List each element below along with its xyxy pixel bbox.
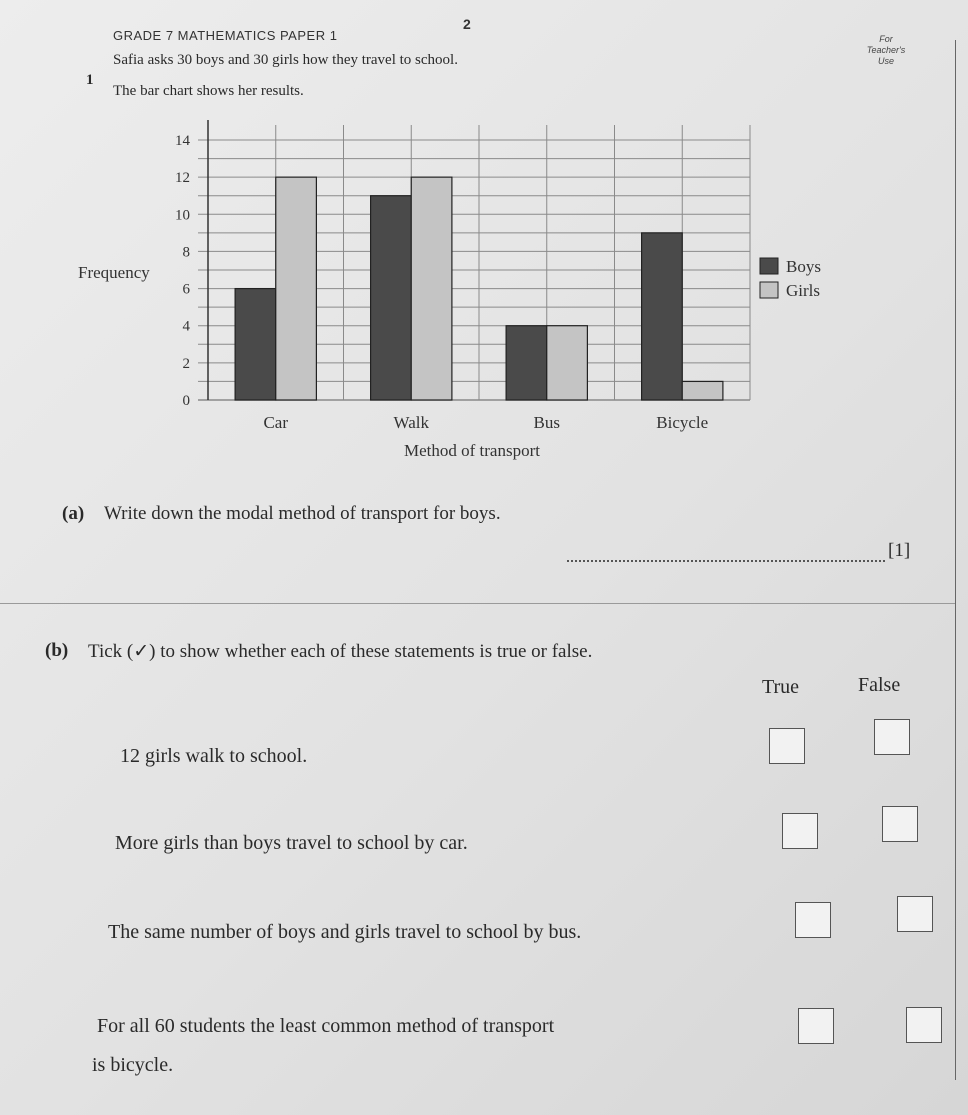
y-tick-label: 6 — [182, 281, 190, 298]
bar-girls-bicycle — [682, 381, 723, 400]
part-a-answer-line[interactable] — [567, 560, 885, 562]
x-tick-label: Car — [263, 413, 289, 432]
bar-girls-bus — [547, 326, 588, 400]
y-tick-label: 4 — [182, 318, 190, 335]
bar-girls-car — [276, 177, 317, 400]
statement-2-false-checkbox[interactable] — [882, 806, 918, 842]
statement-4-line-1: For all 60 students the least common method of transport — [97, 1015, 555, 1037]
bar-boys-car — [235, 289, 276, 400]
column-true: True — [762, 676, 800, 698]
y-tick-label: 0 — [182, 393, 190, 409]
y-tick-label: 8 — [182, 244, 190, 261]
teacher-use-line-2: Teacher's — [866, 45, 906, 55]
y-axis-label: Frequency — [78, 263, 150, 282]
x-tick-label: Bus — [533, 413, 560, 432]
statement-1: 12 girls walk to school. — [120, 745, 308, 767]
statement-4-false-checkbox[interactable] — [906, 1007, 942, 1043]
statement-2-true-checkbox[interactable] — [782, 813, 818, 849]
teacher-use-line-1: For — [879, 34, 893, 44]
chart-legend — [760, 257, 821, 300]
column-false: False — [858, 674, 901, 696]
statement-4-true-checkbox[interactable] — [798, 1008, 834, 1044]
chart-x-ticks — [263, 413, 708, 432]
statement-1-true-checkbox[interactable] — [769, 728, 805, 764]
bar-boys-walk — [371, 196, 412, 400]
y-tick-label: 2 — [182, 355, 190, 372]
teacher-use-line-3: Use — [877, 56, 894, 66]
question-intro-2: The bar chart shows her results. — [113, 83, 304, 99]
y-tick-label: 10 — [175, 207, 190, 224]
part-b-label: (b) — [45, 640, 69, 661]
section-divider — [0, 603, 955, 604]
teacher-use-label — [862, 34, 910, 67]
statement-2: More girls than boys travel to school by car. — [115, 832, 468, 854]
statement-1-false-checkbox[interactable] — [874, 719, 910, 755]
chart-y-ticks — [175, 133, 191, 409]
y-tick-label: 14 — [175, 133, 190, 149]
legend-label-boys: Boys — [786, 257, 821, 276]
part-b-instruction: Tick (✓) to show whether each of these statements is true or false. — [88, 641, 593, 662]
statement-4-line-2: is bicycle. — [92, 1054, 174, 1076]
legend-swatch-boys — [760, 258, 778, 274]
x-tick-label: Walk — [393, 413, 429, 432]
y-tick-label: 12 — [175, 170, 190, 187]
statement-3: The same number of boys and girls travel to school by bus. — [108, 921, 582, 943]
bar-boys-bicycle — [642, 233, 683, 400]
part-a-question: Write down the modal method of transport for boys. — [104, 503, 501, 524]
legend-swatch-girls — [760, 282, 778, 298]
margin-line — [955, 40, 956, 1080]
paper-title: GRADE 7 MATHEMATICS PAPER 1 — [113, 28, 338, 43]
bar-girls-walk — [411, 177, 452, 400]
statement-3-true-checkbox[interactable] — [795, 902, 831, 938]
question-number: 1 — [86, 72, 94, 88]
part-a-marks: [1] — [888, 540, 911, 561]
question-intro: Safia asks 30 boys and 30 girls how they travel to school. — [113, 52, 458, 68]
legend-label-girls: Girls — [786, 281, 820, 300]
page-number: 2 — [463, 16, 471, 32]
statement-3-false-checkbox[interactable] — [897, 896, 933, 932]
x-tick-label: Bicycle — [656, 413, 709, 432]
x-axis-label: Method of transport — [404, 441, 540, 460]
bar-chart — [60, 110, 850, 470]
part-a-label: (a) — [62, 503, 85, 524]
bar-boys-bus — [506, 326, 547, 400]
